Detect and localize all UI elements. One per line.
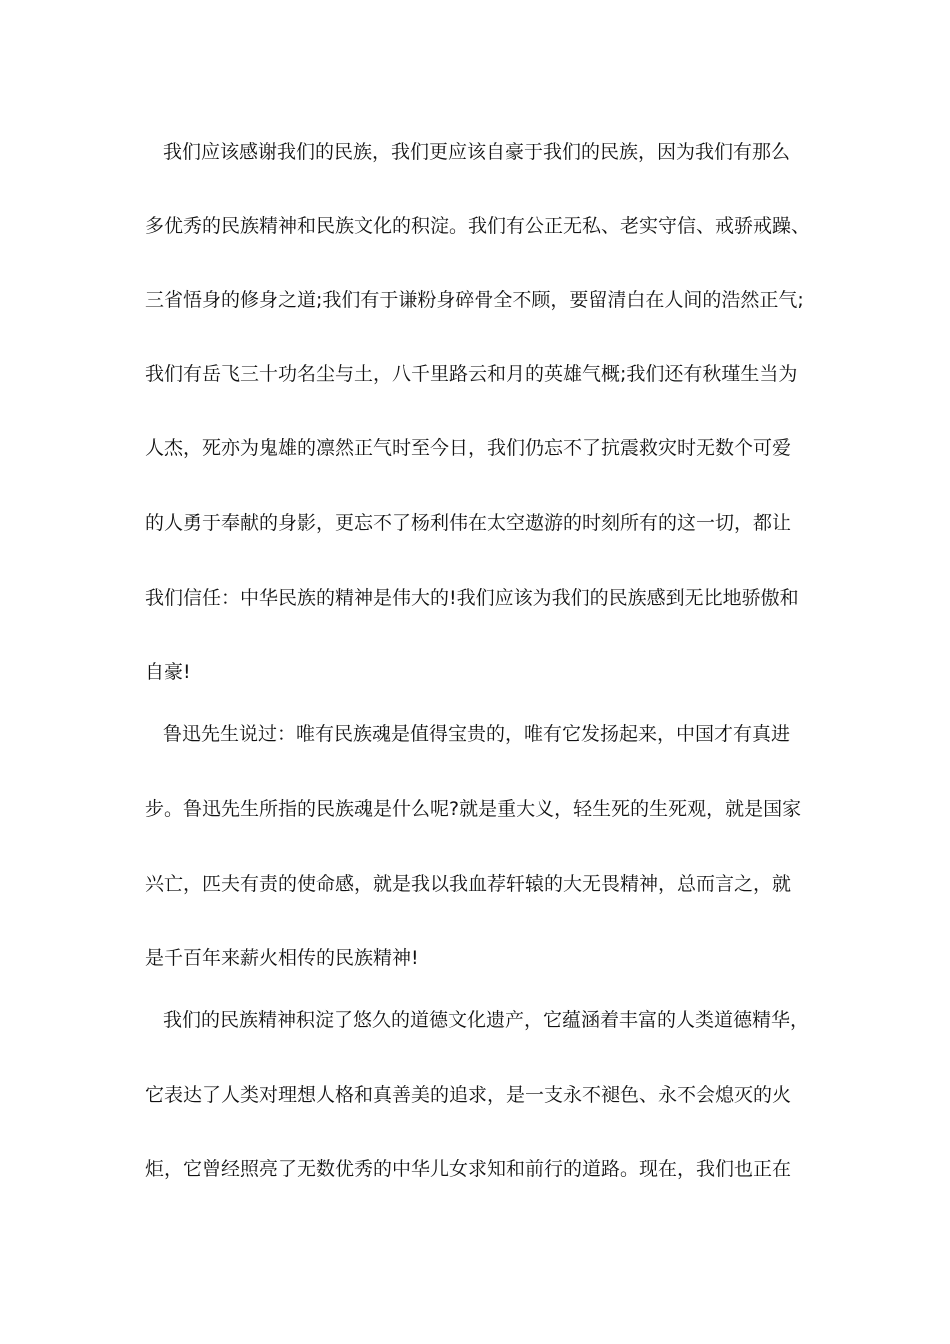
paragraph-1-line-8: 自豪! (145, 661, 191, 683)
paragraph-3-line-2: 它表达了人类对理想人格和真善美的追求，是一支永不褪色、永不会熄灭的火 (145, 1084, 792, 1106)
paragraph-3-line-3: 炬，它曾经照亮了无数优秀的中华儿女求知和前行的道路。现在，我们也正在 (145, 1158, 792, 1180)
paragraph-2-line-1: 鲁迅先生说过：唯有民族魂是值得宝贵的，唯有它发扬起来，中国才有真进 (163, 723, 791, 745)
paragraph-1-line-3: 三省悟身的修身之道;我们有于谦粉身碎骨全不顾，要留清白在人间的浩然正气; (145, 289, 804, 311)
paragraph-1-line-1: 我们应该感谢我们的民族，我们更应该自豪于我们的民族，因为我们有那么 (163, 141, 791, 163)
paragraph-1-line-5: 人杰，死亦为鬼雄的凛然正气时至今日，我们仍忘不了抗震救灾时无数个可爱 (145, 437, 792, 459)
paragraph-1-line-2: 多优秀的民族精神和民族文化的积淀。我们有公正无私、老实守信、戒骄戒躁、 (145, 215, 811, 237)
paragraph-3-line-1: 我们的民族精神积淀了悠久的道德文化遗产，它蕴涵着丰富的人类道德精华， (163, 1009, 810, 1031)
paragraph-2-line-4: 是千百年来薪火相传的民族精神! (145, 947, 419, 969)
paragraph-2-line-2: 步。鲁迅先生所指的民族魂是什么呢?就是重大义，轻生死的生死观，就是国家 (145, 798, 802, 820)
paragraph-2-line-3: 兴亡，匹夫有责的使命感，就是我以我血荐轩辕的大无畏精神，总而言之，就 (145, 873, 792, 895)
paragraph-1-line-4: 我们有岳飞三十功名尘与土，八千里路云和月的英雄气概;我们还有秋瑾生当为 (145, 363, 798, 385)
paragraph-1-line-7: 我们信任：中华民族的精神是伟大的!我们应该为我们的民族感到无比地骄傲和 (145, 587, 799, 609)
paragraph-1-line-6: 的人勇于奉献的身影，更忘不了杨利伟在太空遨游的时刻所有的这一切，都让 (145, 512, 792, 534)
